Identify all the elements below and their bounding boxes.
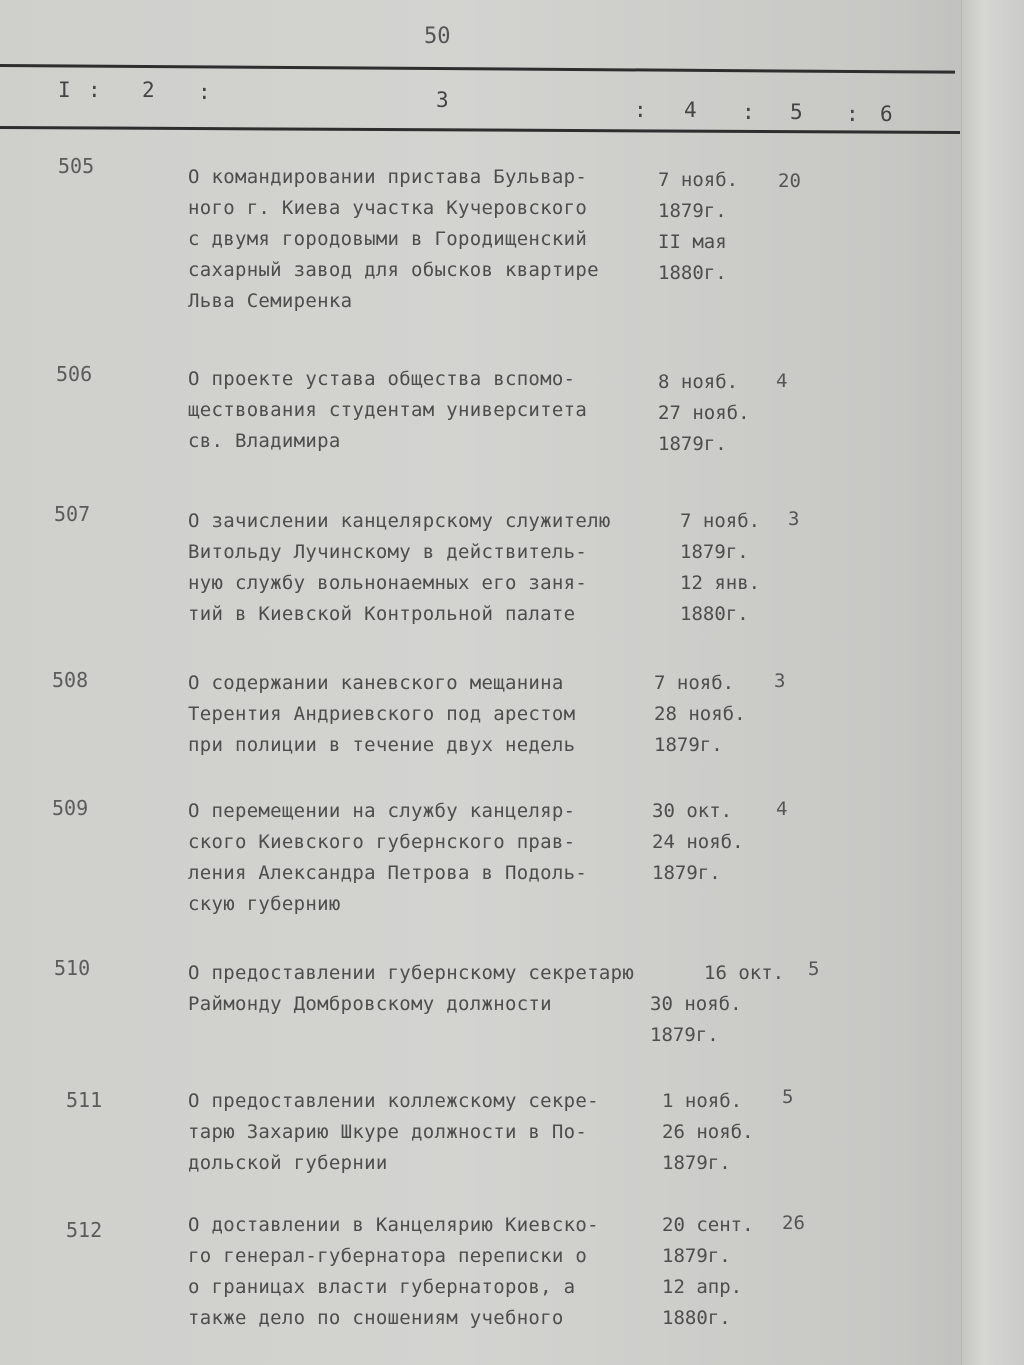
description-line: О командировании пристава Бульвар- [188, 166, 588, 188]
date-line: 28 нояб. [654, 703, 746, 725]
entry-dates [704, 958, 784, 989]
sheet-count: 3 [774, 670, 786, 692]
date-line: 7 нояб. [658, 169, 739, 191]
description-line: ществования студентам университета [188, 399, 588, 421]
date-line: 1879г. [662, 1245, 731, 1267]
date-line: 1879г. [658, 200, 727, 222]
description-line: также дело по сношениям учебного [188, 1307, 564, 1329]
sheet-count: 4 [776, 370, 788, 392]
date-line: 30 окт. [652, 800, 733, 822]
date-line: 1880г. [662, 1307, 731, 1329]
description-line: О проекте устава общества вспомо- [188, 368, 576, 390]
date-line: 7 нояб. [680, 510, 761, 532]
entry-dates [658, 165, 738, 289]
date-line: 1879г. [658, 433, 727, 455]
description-line: О предоставлении губернскому секретарю [188, 962, 635, 984]
entry-description [188, 958, 658, 1020]
description-line: Терентия Андриевского под арестом [188, 703, 576, 725]
description-line: Витольду Лучинскому в действитель- [188, 541, 588, 563]
header-col-2: 2 [142, 78, 155, 102]
description-line: ного г. Киева участка Кучеровского [188, 197, 588, 219]
entry-dates [680, 506, 760, 630]
description-line: дольской губернии [188, 1152, 388, 1174]
date-line: 16 окт. [704, 962, 785, 984]
entry-number: 508 [52, 668, 89, 692]
header-bottom-rule [0, 126, 960, 134]
entry-number: 505 [58, 154, 95, 178]
header-sep-4: : [742, 100, 755, 124]
date-line: 24 нояб. [652, 831, 744, 853]
entry-dates-continued [650, 989, 742, 1051]
entry-description [188, 1210, 658, 1334]
sheet-count: 20 [778, 170, 801, 192]
description-line: при полиции в течение двух недель [188, 734, 576, 756]
header-col-6: 6 [880, 102, 893, 126]
entry-dates [662, 1086, 754, 1179]
entry-number: 509 [52, 796, 89, 820]
description-line: Раймонду Домбровскому должности [188, 993, 552, 1015]
date-line: 1880г. [658, 262, 727, 284]
header-col-1: I [58, 78, 71, 102]
entry-description [188, 162, 658, 317]
description-line: с двумя городовыми в Городищенский [188, 228, 588, 250]
date-line: 1879г. [652, 862, 721, 884]
entry-description [188, 364, 658, 457]
description-line: сахарный завод для обысков квартире [188, 259, 599, 281]
entry-description [188, 668, 658, 761]
sheet-count: 26 [782, 1212, 805, 1234]
entry-number: 512 [66, 1218, 103, 1242]
header-col-4: 4 [684, 98, 697, 122]
description-line: ную службу вольнонаемных его заня- [188, 572, 588, 594]
description-line: О зачислении канцелярскому служителю [188, 510, 611, 532]
header-sep-3: : [634, 98, 647, 122]
entry-dates [662, 1210, 754, 1334]
description-line: го генерал-губернатора переписки о [188, 1245, 588, 1267]
date-line: 12 янв. [680, 572, 761, 594]
sheet-count: 4 [776, 798, 788, 820]
description-line: О доставлении в Канцелярию Киевско- [188, 1214, 599, 1236]
entry-dates [654, 668, 746, 761]
date-line: 1879г. [662, 1152, 731, 1174]
date-line: 20 сент. [662, 1214, 754, 1236]
entry-description [188, 506, 658, 630]
date-line: 1879г. [650, 1024, 719, 1046]
description-line: О предоставлении коллежскому секре- [188, 1090, 599, 1112]
date-line: II мая [658, 231, 727, 253]
entry-number: 511 [66, 1088, 103, 1112]
sheet-count: 5 [808, 958, 820, 980]
header-top-rule [0, 64, 955, 74]
header-col-3: 3 [436, 88, 449, 112]
description-line: скую губернию [188, 893, 341, 915]
date-line: 8 нояб. [658, 371, 739, 393]
description-line: Льва Семиренка [188, 290, 353, 312]
date-line: 12 апр. [662, 1276, 743, 1298]
entry-description [188, 796, 658, 920]
description-line: тий в Киевской Контрольной палате [188, 603, 576, 625]
header-sep-2: : [198, 80, 211, 104]
header-sep-1: : [88, 78, 101, 102]
header-sep-5: : [846, 102, 859, 126]
date-line: 27 нояб. [658, 402, 750, 424]
sheet-count: 5 [782, 1086, 794, 1108]
description-line: О содержании каневского мещанина [188, 672, 564, 694]
description-line: св. Владимира [188, 430, 341, 452]
date-line: 1879г. [654, 734, 723, 756]
entry-number: 510 [54, 956, 91, 980]
date-line: 7 нояб. [654, 672, 735, 694]
entry-description [188, 1086, 658, 1179]
entry-dates [652, 796, 744, 889]
entry-dates [658, 367, 750, 460]
date-line: 30 нояб. [650, 993, 742, 1015]
page-number: 50 [424, 24, 451, 49]
date-line: 1 нояб. [662, 1090, 743, 1112]
description-line: ского Киевского губернского прав- [188, 831, 576, 853]
sheet-count: 3 [788, 508, 800, 530]
entry-number: 506 [56, 362, 93, 386]
entry-number: 507 [54, 502, 91, 526]
description-line: О перемещении на службу канцеляр- [188, 800, 576, 822]
date-line: 1879г. [680, 541, 749, 563]
description-line: тарю Захарию Шкуре должности в По- [188, 1121, 588, 1143]
adjacent-page-edge [961, 0, 1024, 1365]
date-line: 26 нояб. [662, 1121, 754, 1143]
description-line: о границах власти губернаторов, а [188, 1276, 576, 1298]
header-col-5: 5 [790, 100, 803, 124]
description-line: ления Александра Петрова в Подоль- [188, 862, 588, 884]
date-line: 1880г. [680, 603, 749, 625]
